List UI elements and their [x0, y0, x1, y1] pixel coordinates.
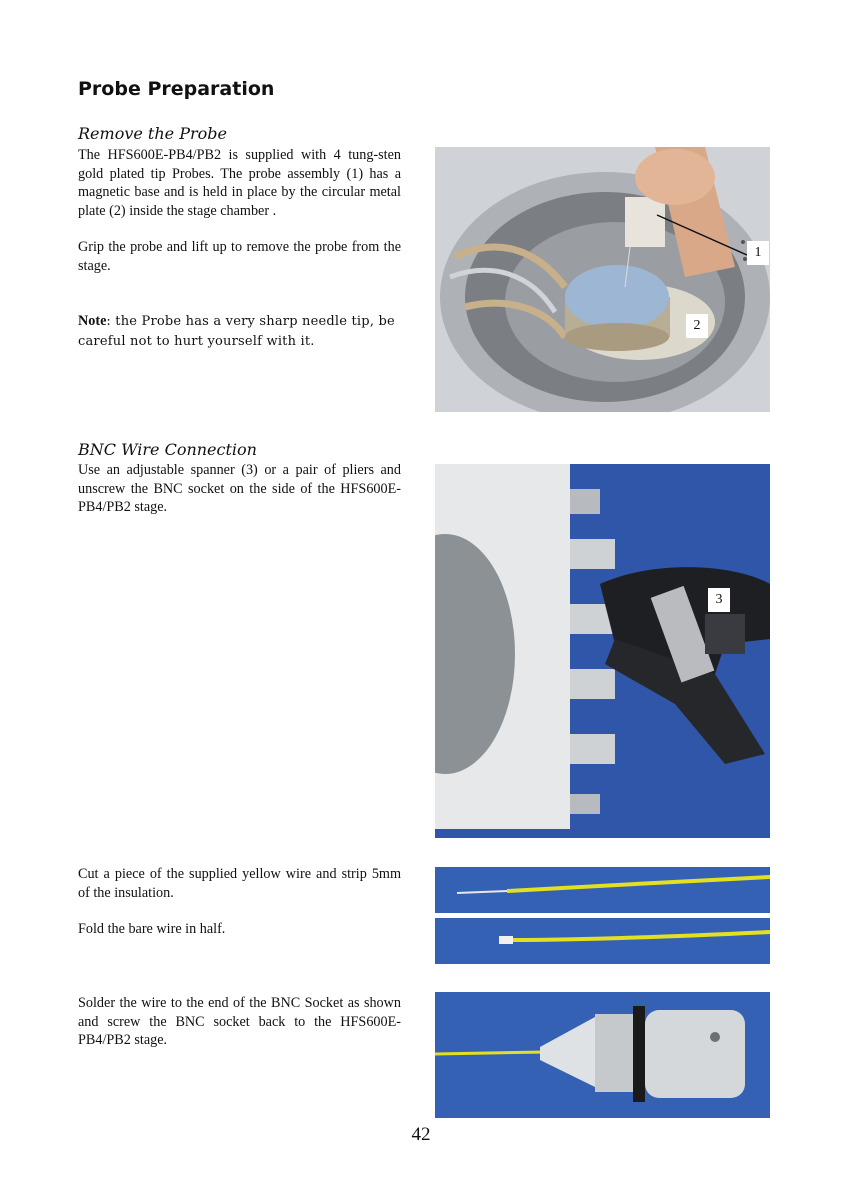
remove-probe-paragraph: The HFS600E-PB4/PB2 is supplied with 4 tung-sten gold plated tip Probes. The probe assembly (1) has a magnetic base and is held in place by the circular metal plate (2) inside the stage chamber . — [78, 147, 401, 219]
callout-3: 3 — [708, 588, 730, 612]
callout-2: 2 — [686, 314, 708, 338]
soldered-bnc-photo — [435, 992, 770, 1118]
grip-probe-paragraph: Grip the probe and lift up to remove the probe from the stage. — [78, 239, 401, 274]
folded-wire-photo — [435, 918, 770, 964]
stripped-wire-photo — [435, 867, 770, 913]
section-heading-remove-probe: Remove the Probe — [78, 124, 227, 143]
spanner-bnc-photo — [435, 464, 770, 838]
fold-wire-paragraph: Fold the bare wire in half. — [78, 921, 226, 937]
note-label: Note — [78, 313, 107, 329]
page-title: Probe Preparation — [78, 78, 275, 100]
callout-1: 1 — [747, 241, 769, 265]
section-heading-bnc-connection: BNC Wire Connection — [78, 440, 257, 459]
probe-stage-photo — [435, 147, 770, 412]
bnc-unscrew-paragraph: Use an adjustable spanner (3) or a pair of pliers and unscrew the BNC socket on the side of the HFS600E-PB4/PB2 stage. — [78, 462, 401, 516]
note-paragraph — [78, 312, 401, 351]
strip-wire-paragraph: Cut a piece of the supplied yellow wire and strip 5mm of the insulation. — [78, 866, 401, 901]
solder-wire-paragraph: Solder the wire to the end of the BNC Socket as shown and screw the BNC socket back to the HFS600E-PB4/PB2 stage. — [78, 995, 401, 1049]
note-text: : the Probe has a very sharp needle tip, be careful not to hurt yourself with it. — [78, 314, 395, 349]
page-number: 42 — [411, 1124, 431, 1145]
